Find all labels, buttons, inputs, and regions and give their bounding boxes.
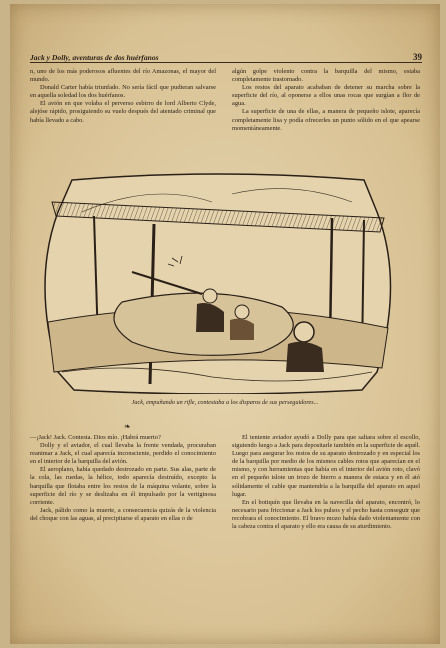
biplane-illustration	[32, 172, 404, 394]
paragraph: —¡Jack! Jack. Contesta. Dios mío. ¡Habrá muerto?	[30, 434, 161, 441]
paragraph: El avión en que volaba el perverso esbirro de lord Alberto Clyde, alejóse rápido, prosiguiendo su vuelo después del atentado criminal que había llevado a cabo.	[30, 100, 216, 124]
top-right-column	[232, 68, 420, 133]
paragraph: El aeroplano, había quedado destrozado en parte. Sus alas, parte de la cola, las ruedas, la hélice, todo aparecía destruído, excepto la barquilla que flotaba entre los restos de la máquina volante, sobre la superficie del río y se deslizaba en él impulsado por la vertiginosa corriente.	[30, 466, 216, 506]
bottom-right-column	[232, 434, 420, 531]
paragraph: En el botiquín que llevaba en la navecilla del aparato, encontró, lo necesario para friccionar a Jack los pulsos y el pecho hasta conseguir que recobrara el conocimiento. El bravo mozo había dado violentamente con la cabeza contra el aparato y ello era causa de su aturdimiento.	[232, 498, 420, 531]
figure-caption: Jack, empuñando un rifle, contestaba a los disparos de sus perseguidores...	[131, 399, 319, 406]
page	[10, 4, 440, 644]
paragraph: Los restos del aparato acababan de detener su marcha sobre la superficie del río, al oponerse a ellos unas rocas que surgían a flor de agua.	[232, 84, 420, 108]
illustration	[32, 172, 404, 394]
paragraph: La superficie de una de ellas, a manera de pequeño islote, aparecía completamente lisa y podía ofrecerles un punto sólido en el que apearse momentáneamente.	[232, 108, 420, 132]
paragraph: Dolly y el aviador, el cual llevaba la frente vendada, procuraban reanimar a Jack, el cual aparecía inconsciente, perdido el conocimiento en el interior de la barquilla del avión.	[30, 442, 216, 466]
paragraph: algún golpe violento contra la barquilla del mismo, estaba completamente trastornado.	[232, 68, 420, 84]
top-left-column	[30, 68, 216, 125]
paragraph: n, uno de los más poderosos afluentes del río Amazonas, el mayor del mundo.	[30, 68, 216, 84]
bottom-left-column	[30, 434, 216, 523]
running-header	[30, 48, 422, 63]
ornament-icon: ❧	[124, 422, 131, 431]
paragraph: Donald Carter había triunfado. No sería fácil que pudieran salvarse en aquella soledad los dos huérfanos.	[30, 84, 216, 100]
paragraph: El teniente aviador ayudó a Dolly para que saltara sobre el escollo, siguiendo luego a Jack para depositarle también en la superficie de aquél. Luego para asegurar los restos de su aparato destrozado y en especial los de la barquilla por medio de los mismos cables rotos que aparecían en el mismo, y con herramientas que había en el interior del avión roto, clavó en el pequeño islote un trozo de hierro a manera de estaca y en él ató sólidamente el cable que mantendría a la barquilla del aparato en aquel lugar.	[232, 434, 420, 498]
page-number: 39	[413, 52, 422, 62]
header-title: Jack y Dolly, aventuras de dos huérfanos	[30, 53, 159, 62]
paragraph: Jack, pálido como la muerte, a consecuencia quizás de la violencia del choque con las aguas, al precipitarse el aparato en ellas o de	[30, 506, 216, 522]
